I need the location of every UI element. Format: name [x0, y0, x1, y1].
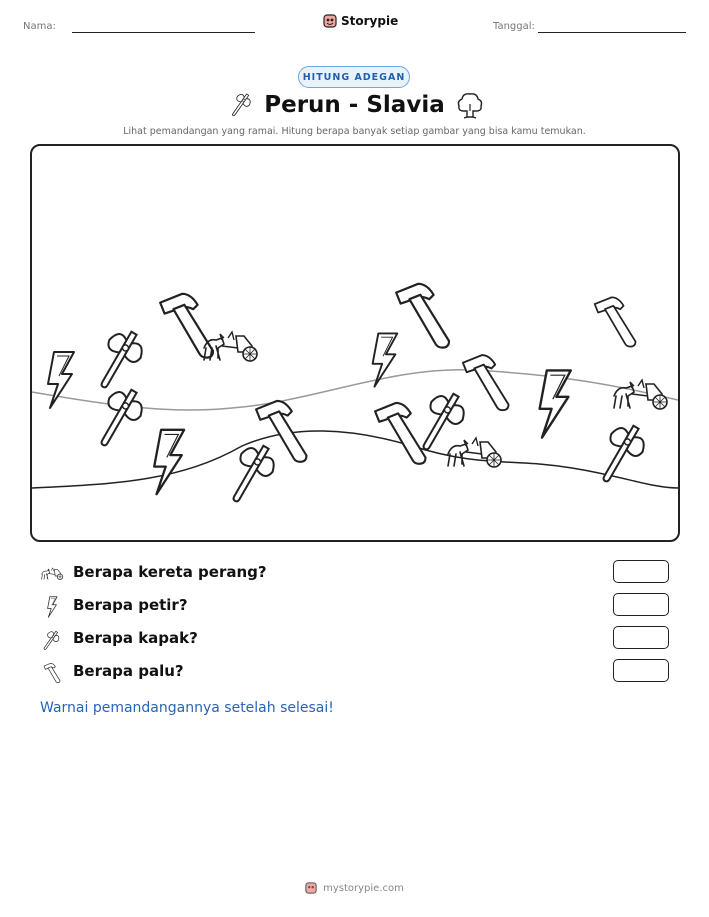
counting-scene [30, 144, 680, 542]
axe-icon [40, 629, 64, 651]
storypie-mascot-icon [323, 13, 337, 29]
footer-url[interactable]: mystorypie.com [323, 882, 404, 894]
answer-box-chariot[interactable] [613, 560, 669, 583]
lightning-icon [40, 596, 64, 618]
question-text: Berapa kereta perang? [73, 563, 267, 581]
storypie-logo [323, 13, 398, 29]
question-text: Berapa petir? [73, 596, 188, 614]
hammer-icon [463, 355, 509, 410]
lightning-icon [154, 430, 184, 494]
axe-icon [219, 438, 281, 510]
hammer-icon [375, 403, 425, 464]
coloring-instruction: Warnai pemandangannya setelah selesai! [40, 700, 334, 716]
axe-icon [87, 382, 149, 454]
axe-icon [87, 324, 149, 396]
date-label: Tanggal: [493, 21, 535, 32]
page-title: Perun - Slavia [264, 92, 445, 118]
answer-box-hammer[interactable] [613, 659, 669, 682]
answer-box-lightning[interactable] [613, 593, 669, 616]
hammer-icon [595, 297, 636, 346]
date-line[interactable] [538, 32, 686, 33]
storypie-mascot-icon [305, 881, 317, 895]
question-text: Berapa kapak? [73, 629, 198, 647]
scene-illustration [32, 146, 678, 540]
logo-text: Storypie [341, 14, 399, 28]
lightning-icon [540, 370, 571, 437]
activity-badge: HITUNG ADEGAN [298, 66, 410, 88]
name-line[interactable] [72, 32, 255, 33]
footer [0, 881, 709, 895]
page-instructions: Lihat pemandangan yang ramai. Hitung berapa banyak setiap gambar yang bisa kamu temukan. [123, 126, 586, 137]
question-row-axe [40, 627, 670, 653]
chariot-icon [448, 438, 501, 467]
question-row-lightning [40, 594, 670, 620]
question-row-hammer [40, 660, 670, 686]
question-row-chariot [40, 561, 670, 587]
hammer-icon [40, 662, 64, 684]
question-text: Berapa palu? [73, 662, 184, 680]
title-tree-icon [455, 90, 485, 120]
axe-icon [589, 418, 651, 490]
hill-line-front [32, 431, 678, 488]
answer-box-axe[interactable] [613, 626, 669, 649]
hammer-icon [160, 294, 213, 358]
lightning-icon [48, 352, 74, 408]
chariot-icon [40, 563, 64, 585]
hammer-icon [396, 284, 449, 348]
chariot-icon [614, 380, 667, 409]
name-label: Nama: [23, 21, 56, 32]
